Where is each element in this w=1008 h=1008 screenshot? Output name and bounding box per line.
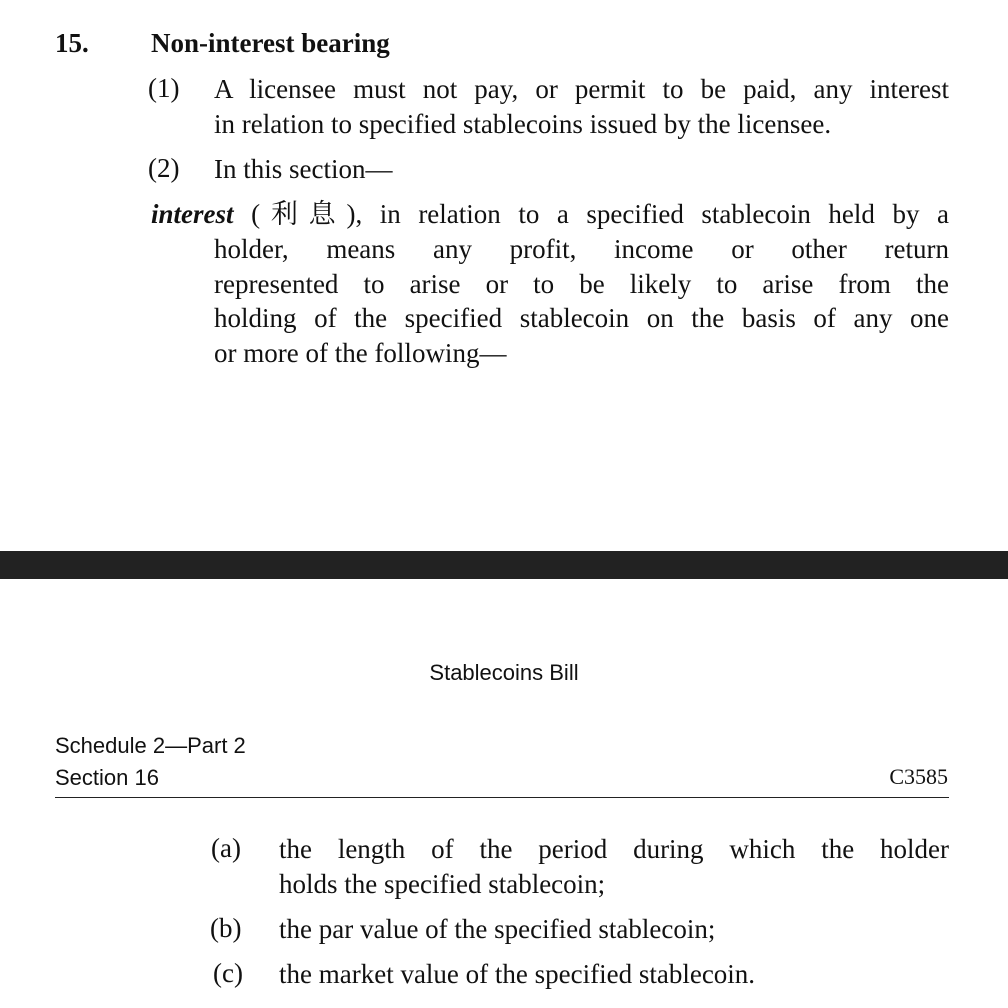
- list-item-a-line-2: holds the specified stablecoin;: [279, 869, 606, 899]
- definition-line-5: or more of the following—: [214, 338, 507, 368]
- definition-first-line-rest: (利息), in relation to a specified stablecoin held by a: [251, 199, 949, 229]
- subsection-2-text: In this section—: [214, 154, 393, 184]
- list-item-c-label: (c): [213, 958, 243, 988]
- schedule-ref: Schedule 2—Part 2: [55, 733, 246, 758]
- subsection-1-label: (1): [148, 73, 180, 103]
- definition-line-4: holding of the specified stablecoin on the basis of any one: [214, 303, 949, 333]
- list-item-b-label: (b): [210, 913, 242, 943]
- running-title: Stablecoins Bill: [429, 660, 579, 685]
- list-item-a-line-1: the length of the period during which the holder: [279, 834, 949, 864]
- section-number: 15.: [55, 28, 89, 58]
- definition-line-1: [151, 197, 949, 232]
- subsection-1-line-1: A licensee must not pay, or permit to be paid, any interest: [214, 74, 949, 104]
- subsection-1-line-2: in relation to specified stablecoins issued by the licensee.: [214, 109, 832, 139]
- subsection-2-label: (2): [148, 153, 180, 183]
- page-break-band: [0, 551, 1008, 579]
- section-title: Non-interest bearing: [151, 28, 390, 58]
- list-item-b-line-1: the par value of the specified stablecoin;: [279, 914, 716, 944]
- list-item-a-label: (a): [211, 833, 241, 863]
- page-code: C3585: [889, 764, 948, 789]
- header-rule: [55, 797, 949, 798]
- definition-line-2: holder, means any profit, income or other return: [214, 234, 949, 264]
- list-item-c-line-1: the market value of the specified stablecoin.: [279, 959, 756, 989]
- definition-line-3: represented to arise or to be likely to arise from the: [214, 269, 949, 299]
- definition-term: interest: [151, 199, 234, 229]
- section-ref: Section 16: [55, 765, 159, 790]
